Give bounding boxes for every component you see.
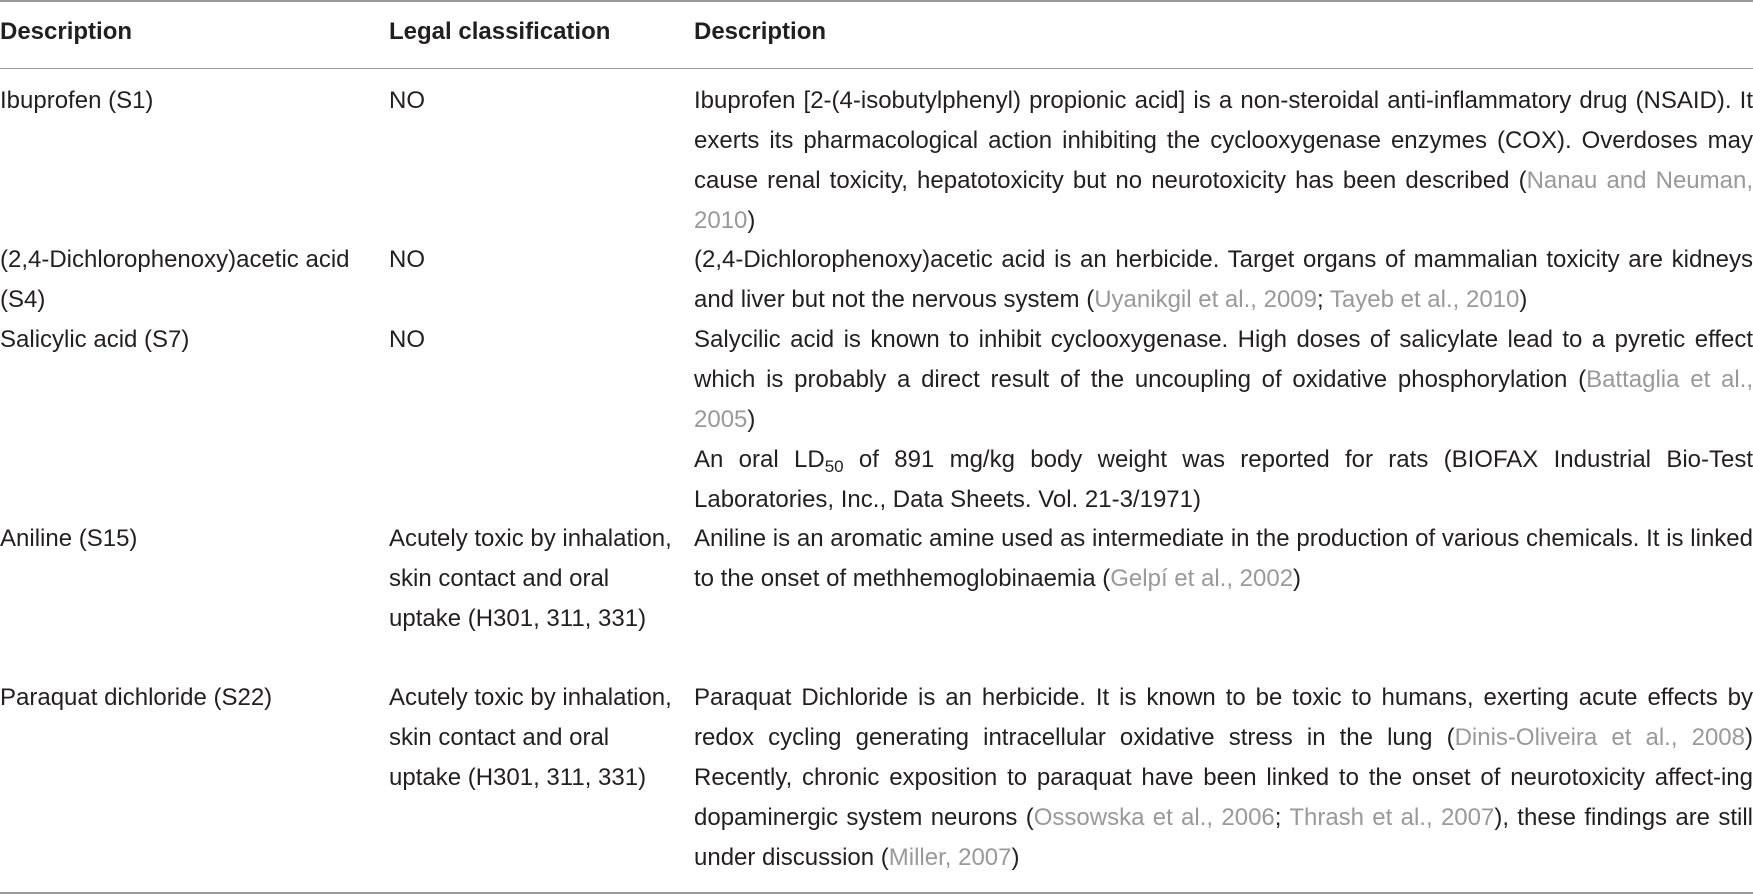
desc-text: An oral LD: [694, 446, 825, 473]
row-name: Aniline (S15): [0, 525, 138, 552]
header-description: Description: [0, 18, 133, 45]
desc-text: ): [747, 406, 756, 433]
row-name: Salicylic acid (S7): [0, 326, 190, 353]
desc-text: ;: [1274, 804, 1290, 831]
row-legal: NO: [389, 87, 425, 114]
header-rule: [0, 68, 1753, 69]
desc-text: Ibuprofen [2-(4-isobutylphenyl) propionic acid] is a non-steroidal anti-inflammatory drug (NSAID). It exerts its pharmacological action inhibiting the cyclooxygenase enzymes (COX). Overdoses may cause renal toxicity, hepatotoxicity but no neurotoxicity has been described (: [694, 87, 1753, 194]
paragraph: [694, 320, 1753, 440]
desc-text: of 891 mg/kg body weight was reported for rats (BIOFAX Industrial Bio-Test Laboratories, Inc., Data Sheets. Vol. 21-3/1971): [694, 446, 1753, 513]
desc-text: Paraquat Dichloride is an herbicide. It is known to be toxic to humans, exerting acute effects by redox cycling generating intracellular oxidative stress in the lung (: [694, 684, 1753, 751]
row-description: [694, 519, 1753, 599]
row-name: Paraquat dichloride (S22): [0, 684, 273, 711]
reference-link[interactable]: Tayeb et al., 2010: [1329, 286, 1520, 313]
row-legal: Acutely toxic by inhalation, skin contact and oral uptake (H301, 311, 331): [389, 525, 672, 632]
reference-link[interactable]: Dinis-Oliveira et al., 2008: [1454, 724, 1745, 751]
desc-text: Salycilic acid is known to inhibit cyclooxygenase. High doses of salicylate lead to a pyretic effect which is probably a direct result of the uncoupling of oxidative phosphorylation (: [694, 326, 1753, 393]
desc-text: ) Recently, chronic exposition to paraquat have been linked to the onset of neurotoxicity affect-ing dopaminergic system neurons (: [694, 724, 1753, 831]
reference-link[interactable]: Nanau and Neuman, 2010: [694, 167, 1753, 234]
row-name: (2,4-Dichlorophenoxy)acetic acid (S4): [0, 246, 350, 313]
row-legal: NO: [389, 246, 425, 273]
paragraph: [694, 440, 1753, 520]
desc-text: ): [1011, 844, 1020, 871]
reference-link[interactable]: Miller, 2007: [888, 844, 1012, 871]
row-description: [694, 320, 1753, 520]
desc-text: ): [1293, 565, 1302, 592]
row-description: [694, 240, 1753, 320]
desc-text: ): [747, 207, 756, 234]
header-description-2: Description: [694, 18, 827, 45]
reference-link[interactable]: Thrash et al., 2007: [1289, 804, 1495, 831]
desc-text: ;: [1317, 286, 1330, 313]
header-legal-classification: Legal classification: [389, 18, 611, 45]
reference-link[interactable]: Gelpí et al., 2002: [1110, 565, 1294, 592]
desc-text: ), these findings are still under discussion (: [694, 804, 1753, 871]
reference-link[interactable]: Battaglia et al., 2005: [694, 366, 1753, 433]
reference-link[interactable]: Uyanikgil et al., 2009: [1094, 286, 1317, 313]
row-name: Ibuprofen (S1): [0, 87, 154, 114]
desc-text: Aniline is an aromatic amine used as intermediate in the production of various chemicals. It is linked to the onset of methhemoglobinaemia (: [694, 525, 1753, 592]
desc-text: ): [1519, 286, 1528, 313]
subscript: 50: [824, 457, 844, 476]
row-description: [694, 81, 1753, 241]
row-legal: NO: [389, 326, 425, 353]
row-legal: Acutely toxic by inhalation, skin contact and oral uptake (H301, 311, 331): [389, 684, 672, 791]
row-description: [694, 678, 1753, 878]
desc-text: (2,4-Dichlorophenoxy)acetic acid is an herbicide. Target organs of mammalian toxicity are kidneys and liver but not the nervous system (: [694, 246, 1753, 313]
reference-link[interactable]: Ossowska et al., 2006: [1033, 804, 1275, 831]
top-rule: [0, 0, 1753, 2]
